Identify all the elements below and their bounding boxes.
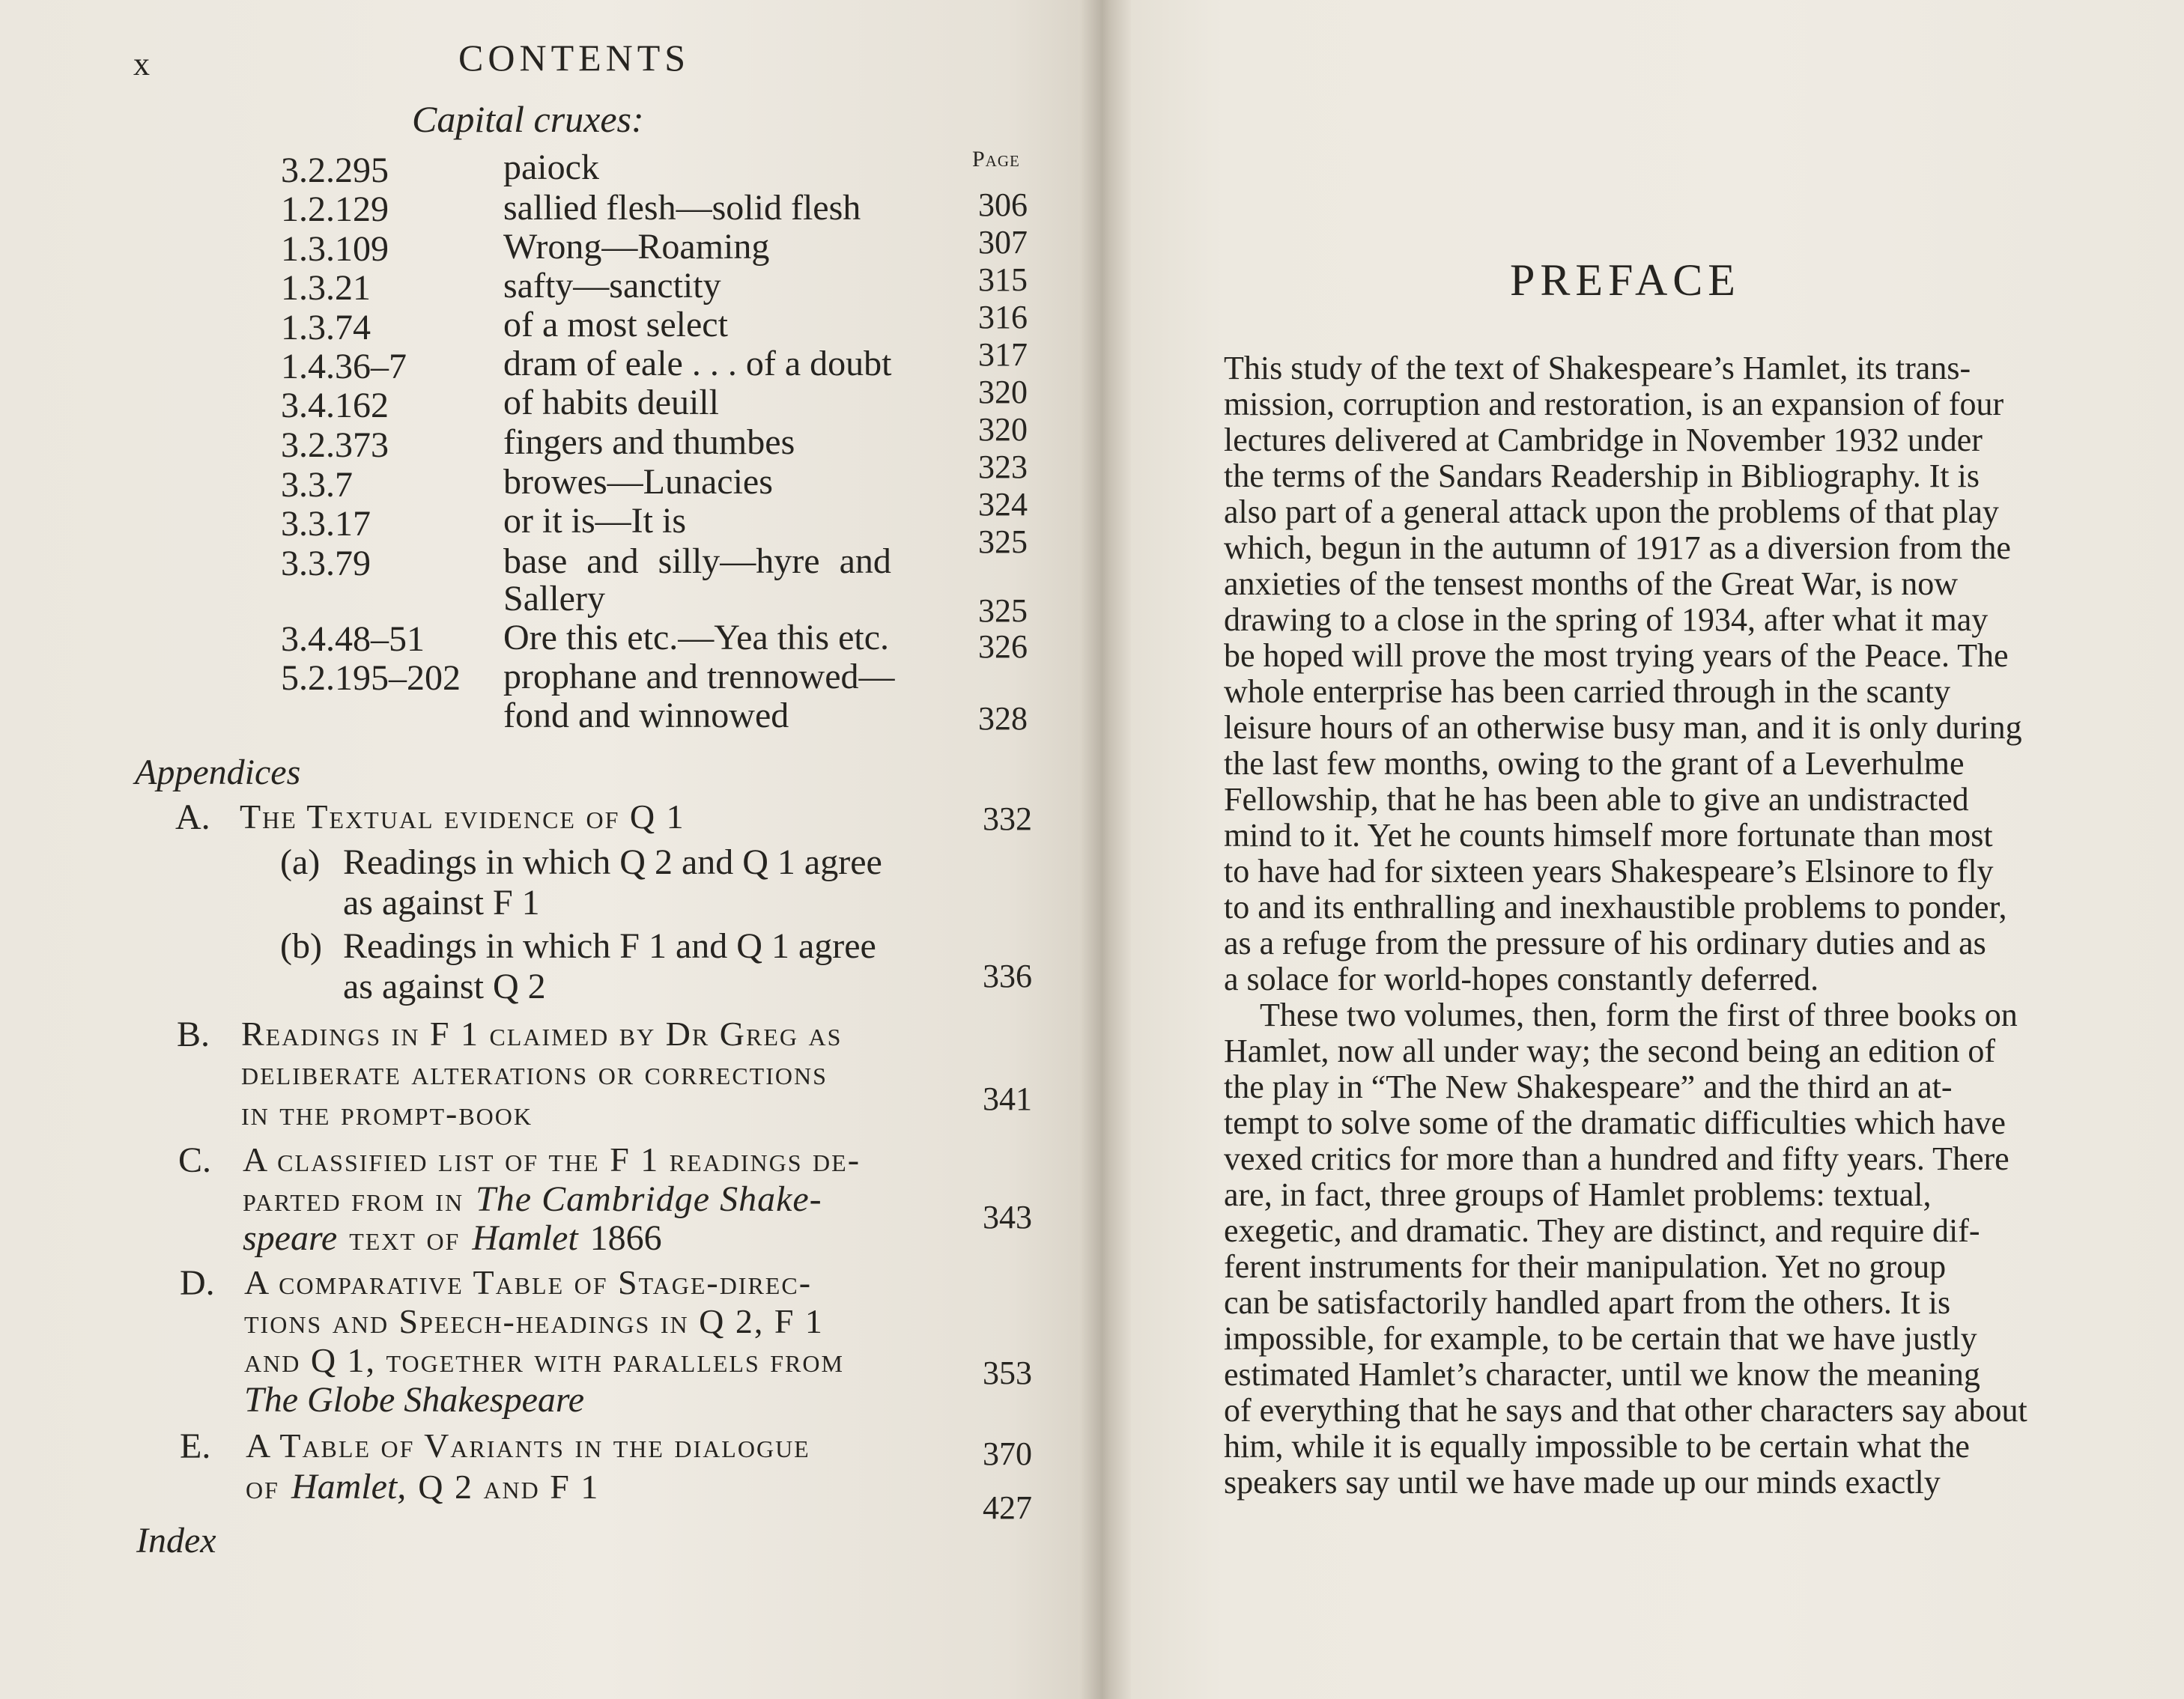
crux-ref: 1.3.74 <box>281 308 371 347</box>
preface-title: PREFACE <box>1510 255 1741 305</box>
appendix-sub-label: (b) <box>280 926 322 966</box>
crux-word: paiock <box>503 148 599 187</box>
preface-line: speakers say until we have made up our minds exactly <box>1224 1464 1941 1501</box>
preface-line: Fellowship, that he has been able to give an undistracted <box>1224 781 1969 818</box>
preface-line: the play in “The New Shakespeare” and the third an at- <box>1224 1069 1953 1105</box>
running-title: CONTENTS <box>458 37 691 79</box>
crux-word: safty—sanctity <box>503 266 721 306</box>
crux-page: 317 <box>978 336 1028 373</box>
appendix-line: A classified list of the F 1 readings de- <box>243 1140 861 1179</box>
appendix-page: 370 <box>983 1435 1032 1472</box>
crux-ref: 3.2.295 <box>281 151 389 190</box>
crux-word: fingers and thumbes <box>503 422 795 462</box>
appendix-line-text: parted from in <box>243 1180 464 1218</box>
preface-line: can be satisfactorily handled apart from the others. It is <box>1224 1284 1951 1321</box>
crux-page: 307 <box>978 224 1028 261</box>
appendix-letter: D. <box>180 1263 215 1303</box>
preface-line: to have had for sixteen years Shakespeare’s Elsinore to fly <box>1224 853 1994 890</box>
preface-line: the terms of the Sandars Readership in Bibliography. It is <box>1224 458 1980 494</box>
crux-page: 316 <box>978 299 1028 335</box>
appendix-line-italic: The Cambridge Shake- <box>476 1179 822 1219</box>
crux-ref: 1.2.129 <box>281 189 389 229</box>
preface-line: These two volumes, then, form the first of three books on <box>1260 997 2018 1033</box>
crux-page: 306 <box>978 186 1028 223</box>
appendix-page: 353 <box>983 1355 1032 1391</box>
preface-line: also part of a general attack upon the problems of that play <box>1224 493 1999 530</box>
appendix-title: The Textual evidence of Q 1 <box>240 797 685 836</box>
preface-line: a solace for world-hopes constantly deferred. <box>1224 961 1819 997</box>
crux-page: 320 <box>978 374 1028 410</box>
crux-ref: 5.2.195–202 <box>281 658 461 698</box>
page-column-heading: Page <box>972 147 1020 171</box>
crux-word: sallied flesh—solid flesh <box>503 188 861 228</box>
crux-word: base and silly—hyre and <box>503 541 891 581</box>
cruxes-heading: Capital cruxes: <box>412 98 644 140</box>
crux-ref: 1.3.109 <box>281 229 389 269</box>
crux-ref: 3.3.17 <box>281 504 371 544</box>
preface-line: lectures delivered at Cambridge in November 1932 under <box>1224 422 1983 458</box>
appendix-letter: C. <box>178 1140 212 1180</box>
crux-ref: 3.3.7 <box>281 465 353 505</box>
appendices-heading: Appendices <box>135 753 301 792</box>
book-gutter <box>1079 0 1131 1699</box>
crux-ref: 1.4.36–7 <box>281 347 407 386</box>
appendix-sub-line: Readings in which Q 2 and Q 1 agree <box>343 842 882 882</box>
appendix-letter: B. <box>177 1015 210 1054</box>
crux-word: or it is—It is <box>503 501 687 541</box>
crux-page: 326 <box>978 628 1028 665</box>
preface-line: impossible, for example, to be certain that we have justly <box>1224 1320 1977 1357</box>
appendix-sub-label: (a) <box>280 842 321 882</box>
appendix-sub-line: Readings in which F 1 and Q 1 agree <box>343 926 876 966</box>
crux-word: of a most select <box>503 305 728 344</box>
preface-line: anxieties of the tensest months of the Great War, is now <box>1224 565 1958 602</box>
preface-line: drawing to a close in the spring of 1934, after what it may <box>1224 601 1989 638</box>
crux-ref: 3.2.373 <box>281 425 389 465</box>
appendix-sub-line: as against F 1 <box>343 883 540 923</box>
preface-line: are, in fact, three groups of Hamlet problems: textual, <box>1224 1176 1932 1213</box>
appendix-letter: E. <box>180 1426 211 1466</box>
crux-ref: 3.3.79 <box>281 544 371 583</box>
appendix-page: 332 <box>983 800 1032 837</box>
appendix-line-year: 1866 <box>589 1218 662 1258</box>
preface-line: This study of the text of Shakespeare’s Hamlet, its trans- <box>1224 350 1971 386</box>
preface-line: estimated Hamlet’s character, until we know the meaning <box>1224 1356 1980 1393</box>
crux-page: 325 <box>978 592 1028 629</box>
crux-word: Sallery <box>503 579 605 618</box>
appendix-line-italic: speare <box>243 1218 338 1258</box>
appendix-line: A comparative Table of Stage-direc- <box>244 1263 813 1301</box>
appendix-line-text: of <box>246 1468 279 1506</box>
crux-word: Wrong—Roaming <box>503 227 770 267</box>
preface-line: the last few months, owing to the grant of a Leverhulme <box>1224 745 1965 782</box>
preface-line: which, begun in the autumn of 1917 as a diversion from the <box>1224 529 2011 566</box>
crux-word: Ore this etc.—Yea this etc. <box>503 618 890 657</box>
crux-ref: 1.3.21 <box>281 268 371 308</box>
appendix-line: Readings in F 1 claimed by Dr Greg as <box>241 1015 843 1053</box>
crux-word: prophane and trennowed— <box>503 657 895 696</box>
preface-line: Hamlet, now all under way; the second being an edition of <box>1224 1033 1996 1069</box>
appendix-page: 336 <box>983 958 1032 994</box>
crux-page: 320 <box>978 411 1028 448</box>
crux-word: browes—Lunacies <box>503 462 773 502</box>
crux-page: 328 <box>978 700 1028 737</box>
preface-line: mind to it. Yet he counts himself more fortunate than most <box>1224 817 1993 854</box>
appendix-line: in the prompt-book <box>241 1094 533 1132</box>
preface-line: exegetic, and dramatic. They are distinct, and require dif- <box>1224 1212 1980 1249</box>
index-page: 427 <box>983 1489 1032 1526</box>
crux-page: 324 <box>978 486 1028 523</box>
crux-ref: 3.4.162 <box>281 386 389 425</box>
appendix-page: 341 <box>983 1081 1032 1117</box>
preface-line: tempt to solve some of the dramatic difficulties which have <box>1224 1104 2006 1141</box>
appendix-line-text: Q 2 and F 1 <box>418 1468 600 1506</box>
preface-line: him, while it is equally impossible to be certain what the <box>1224 1428 1970 1465</box>
appendix-line <box>246 1466 599 1507</box>
crux-ref: 3.4.48–51 <box>281 619 425 659</box>
index-label: Index <box>136 1521 216 1560</box>
appendix-line-text: text of <box>349 1219 461 1257</box>
crux-page: 315 <box>978 261 1028 298</box>
appendix-line: deliberate alterations or corrections <box>241 1054 828 1092</box>
appendix-line-italic: Hamlet, <box>291 1467 407 1507</box>
preface-line: vexed critics for more than a hundred and fifty years. There <box>1224 1140 2009 1177</box>
preface-line: ferent instruments for their manipulation. Yet no group <box>1224 1248 1947 1285</box>
appendix-line <box>243 1179 822 1220</box>
appendix-line: tions and Speech-headings in Q 2, F 1 <box>244 1302 824 1340</box>
crux-word: dram of eale . . . of a doubt <box>503 344 892 383</box>
appendix-line <box>243 1218 662 1259</box>
preface-line: be hoped will prove the most trying years of the Peace. The <box>1224 637 2009 674</box>
preface-line: mission, corruption and restoration, is an expansion of four <box>1224 386 2004 422</box>
preface-line: whole enterprise has been carried through in the scanty <box>1224 673 1951 710</box>
crux-word: of habits deuill <box>503 383 719 422</box>
page-folio: x <box>133 46 150 82</box>
crux-page: 323 <box>978 449 1028 485</box>
preface-line: leisure hours of an otherwise busy man, and it is only during <box>1224 709 2022 746</box>
preface-line: of everything that he says and that other characters say about <box>1224 1392 2027 1429</box>
appendix-sub-line: as against Q 2 <box>343 967 546 1006</box>
preface-line: as a refuge from the pressure of his ordinary duties and as <box>1224 925 1986 961</box>
appendix-line-italic: The Globe Shakespeare <box>244 1380 585 1420</box>
appendix-line: and Q 1, together with parallels from <box>244 1341 844 1379</box>
preface-line: to and its enthralling and inexhaustible problems to ponder, <box>1224 889 2007 926</box>
crux-page: 325 <box>978 523 1028 560</box>
appendix-page: 343 <box>983 1199 1032 1236</box>
crux-word: fond and winnowed <box>503 696 789 735</box>
appendix-line-italic: Hamlet <box>472 1218 578 1258</box>
appendix-letter: A. <box>175 797 210 837</box>
appendix-line: A Table of Variants in the dialogue <box>246 1426 810 1465</box>
